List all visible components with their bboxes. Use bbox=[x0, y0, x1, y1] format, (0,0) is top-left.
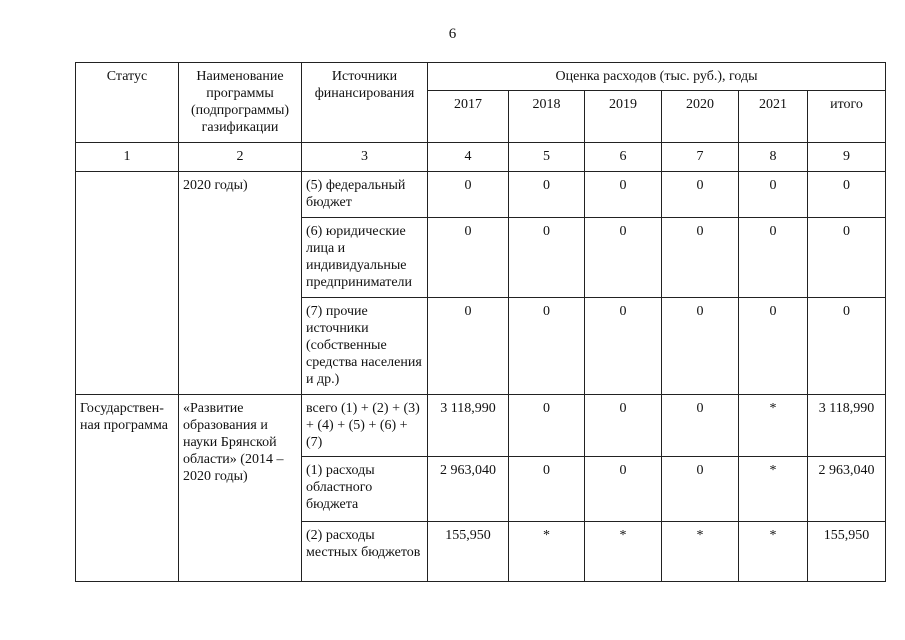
value-cell: 155,950 bbox=[808, 521, 886, 581]
column-number: 8 bbox=[739, 143, 808, 171]
value-cell: 0 bbox=[739, 298, 808, 395]
expenses-table bbox=[75, 62, 886, 582]
header-expenses-title: Оценка расходов (тыс. руб.), годы bbox=[428, 63, 886, 91]
value-cell: 0 bbox=[509, 217, 585, 297]
value-cell: * bbox=[739, 394, 808, 456]
table-row bbox=[76, 394, 886, 456]
column-number: 6 bbox=[585, 143, 662, 171]
value-cell: 0 bbox=[808, 298, 886, 395]
value-cell: 0 bbox=[808, 217, 886, 297]
value-cell: 0 bbox=[428, 298, 509, 395]
value-cell: 0 bbox=[509, 171, 585, 217]
value-cell: 2 963,040 bbox=[428, 457, 509, 521]
column-number: 4 bbox=[428, 143, 509, 171]
value-cell: 0 bbox=[662, 457, 739, 521]
value-cell: 155,950 bbox=[428, 521, 509, 581]
year-header: 2018 bbox=[509, 91, 585, 143]
value-cell: * bbox=[509, 521, 585, 581]
value-cell: 0 bbox=[662, 217, 739, 297]
source-cell: всего (1) + (2) + (3) + (4) + (5) + (6) + (7) bbox=[302, 394, 428, 456]
header-program-name: Наименование программы (подпрограммы) газификации bbox=[179, 63, 302, 143]
value-cell: 0 bbox=[662, 394, 739, 456]
header-status: Статус bbox=[76, 63, 179, 143]
column-number: 9 bbox=[808, 143, 886, 171]
value-cell: 0 bbox=[808, 171, 886, 217]
value-cell: 0 bbox=[509, 394, 585, 456]
column-number: 5 bbox=[509, 143, 585, 171]
year-header: 2019 bbox=[585, 91, 662, 143]
value-cell: 0 bbox=[585, 457, 662, 521]
page-number: 6 bbox=[448, 26, 457, 42]
column-number: 3 bbox=[302, 143, 428, 171]
value-cell: 3 118,990 bbox=[428, 394, 509, 456]
value-cell: 0 bbox=[662, 171, 739, 217]
source-cell: (6) юридические лица и индивидуальные предприниматели bbox=[302, 217, 428, 297]
value-cell: * bbox=[739, 521, 808, 581]
value-cell: 0 bbox=[509, 457, 585, 521]
value-cell: * bbox=[585, 521, 662, 581]
table-row bbox=[76, 171, 886, 217]
program-cell: 2020 годы) bbox=[179, 171, 302, 394]
source-cell: (2) расходы местных бюджетов bbox=[302, 521, 428, 581]
value-cell: * bbox=[662, 521, 739, 581]
year-header: 2021 bbox=[739, 91, 808, 143]
value-cell: * bbox=[739, 457, 808, 521]
value-cell: 0 bbox=[585, 394, 662, 456]
year-header: 2017 bbox=[428, 91, 509, 143]
status-cell: Государствен-ная программа bbox=[76, 394, 179, 581]
value-cell: 0 bbox=[739, 171, 808, 217]
status-cell bbox=[76, 171, 179, 394]
source-cell: (1) расходы областного бюджета bbox=[302, 457, 428, 521]
value-cell: 0 bbox=[585, 298, 662, 395]
value-cell: 0 bbox=[428, 171, 509, 217]
header-sources: Источники финансирования bbox=[302, 63, 428, 143]
value-cell: 0 bbox=[428, 217, 509, 297]
value-cell: 0 bbox=[585, 171, 662, 217]
value-cell: 0 bbox=[662, 298, 739, 395]
source-cell: (5) федеральный бюджет bbox=[302, 171, 428, 217]
column-number: 2 bbox=[179, 143, 302, 171]
year-header: 2020 bbox=[662, 91, 739, 143]
value-cell: 2 963,040 bbox=[808, 457, 886, 521]
value-cell: 0 bbox=[739, 217, 808, 297]
column-number: 1 bbox=[76, 143, 179, 171]
value-cell: 0 bbox=[509, 298, 585, 395]
program-cell: «Развитие образования и науки Брянской области» (2014 – 2020 годы) bbox=[179, 394, 302, 581]
column-number: 7 bbox=[662, 143, 739, 171]
value-cell: 0 bbox=[585, 217, 662, 297]
value-cell: 3 118,990 bbox=[808, 394, 886, 456]
total-header: итого bbox=[808, 91, 886, 143]
source-cell: (7) прочие источники (собственные средства населения и др.) bbox=[302, 298, 428, 395]
